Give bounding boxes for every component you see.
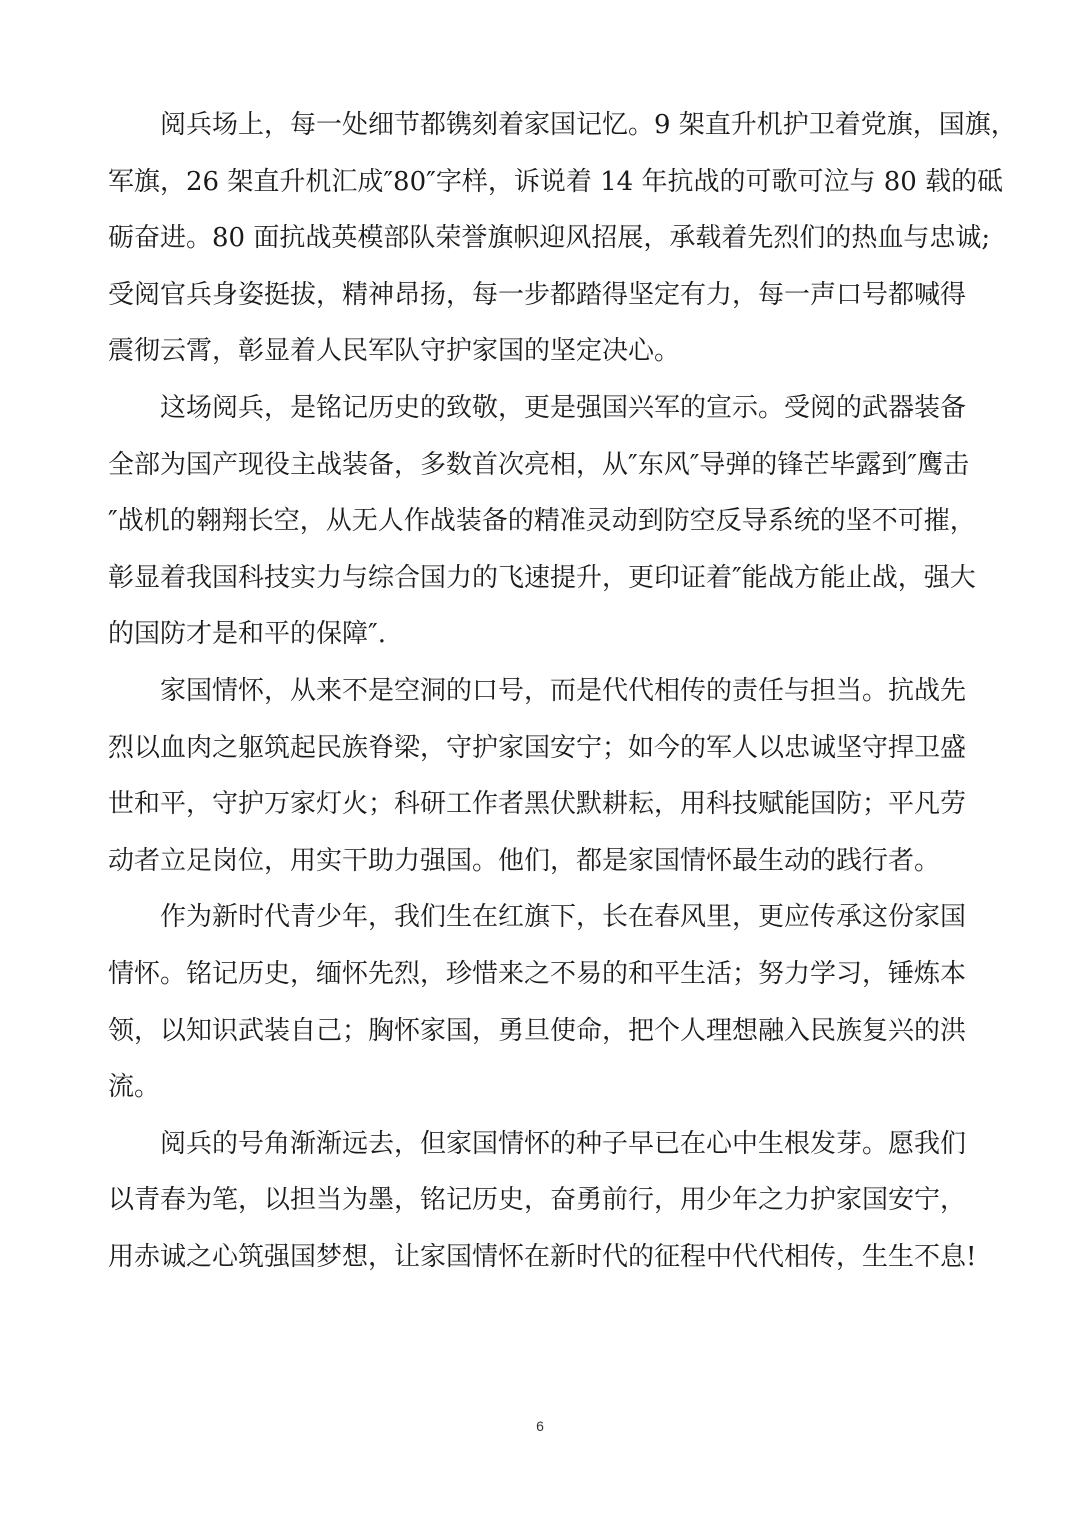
paragraph-5-line-1: 阅兵的号角渐渐远去，但家国情怀的种子早已在心中生根发芽。愿我们 bbox=[160, 1128, 967, 1159]
paragraph-1-line-5: 震彻云霄，彰显着人民军队守护家国的坚定决心。 bbox=[108, 336, 681, 367]
paragraph-2-line-1: 这场阅兵，是铭记历史的致敬，更是强国兴军的宣示。受阅的武器装备 bbox=[160, 392, 967, 423]
paragraph-4-line-1: 作为新时代青少年，我们生在红旗下，长在春风里，更应传承这份家国 bbox=[160, 902, 967, 933]
paragraph-5-line-3: 用赤诚之心筑强国梦想，让家国情怀在新时代的征程中代代相传，生生不息! bbox=[108, 1241, 977, 1272]
paragraph-3-line-1: 家国情怀，从来不是空洞的口号，而是代代相传的责任与担当。抗战先 bbox=[160, 675, 967, 706]
paragraph-1-line-2: 军旗，26 架直升机汇成″80″字样，诉说着 14 年抗战的可歌可泣与 80 载的砥 bbox=[108, 166, 1004, 197]
paragraph-1-line-4: 受阅官兵身姿挺拔，精神昂扬，每一步都踏得坚定有力，每一声口号都喊得 bbox=[108, 279, 967, 310]
paragraph-5-line-2: 以青春为笔，以担当为墨，铭记历史，奋勇前行，用少年之力护家国安宁， bbox=[108, 1185, 967, 1216]
paragraph-2-line-3: ″战机的翱翔长空，从无人作战装备的精准灵动到防空反导系统的坚不可摧， bbox=[108, 506, 976, 537]
paragraph-2-line-5: 的国防才是和平的保障″. bbox=[108, 619, 386, 650]
paragraph-4-line-4: 流。 bbox=[108, 1072, 161, 1103]
paragraph-4-line-3: 领，以知识武装自己；胸怀家国，勇旦使命，把个人理想融入民族复兴的洪 bbox=[108, 1015, 967, 1046]
paragraph-4-line-2: 情怀。铭记历史，缅怀先烈，珍惜来之不易的和平生活；努力学习，锤炼本 bbox=[108, 958, 967, 989]
paragraph-3-line-3: 世和平，守护万家灯火；科研工作者黑伏默耕耘，用科技赋能国防；平凡劳 bbox=[108, 789, 967, 820]
paragraph-1-line-3: 砺奋进。80 面抗战英模部队荣誉旗帜迎风招展，承载着先烈们的热血与忠诚; bbox=[108, 223, 991, 254]
paragraph-3-line-2: 烈以血肉之躯筑起民族脊梁，守护家国安宁；如今的军人以忠诚坚守捍卫盛 bbox=[108, 732, 967, 763]
paragraph-2-line-2: 全部为国产现役主战装备，多数首次亮相，从″东风″导弹的锋芒毕露到″鹰击 bbox=[108, 449, 970, 480]
paragraph-2-line-4: 彰显着我国科技实力与综合国力的飞速提升，更印证着″能战方能止战，强大 bbox=[108, 562, 976, 593]
paragraph-1-line-1: 阅兵场上，每一处细节都镌刻着家国记忆。9 架直升机护卫着党旗，国旗， bbox=[160, 110, 1017, 140]
body-text bbox=[108, 97, 1017, 1285]
paragraph-3-line-4: 动者立足岗位，用实干助力强国。他们，都是家国情怀最生动的践行者。 bbox=[108, 845, 941, 876]
page-number: 6 bbox=[536, 1418, 544, 1434]
